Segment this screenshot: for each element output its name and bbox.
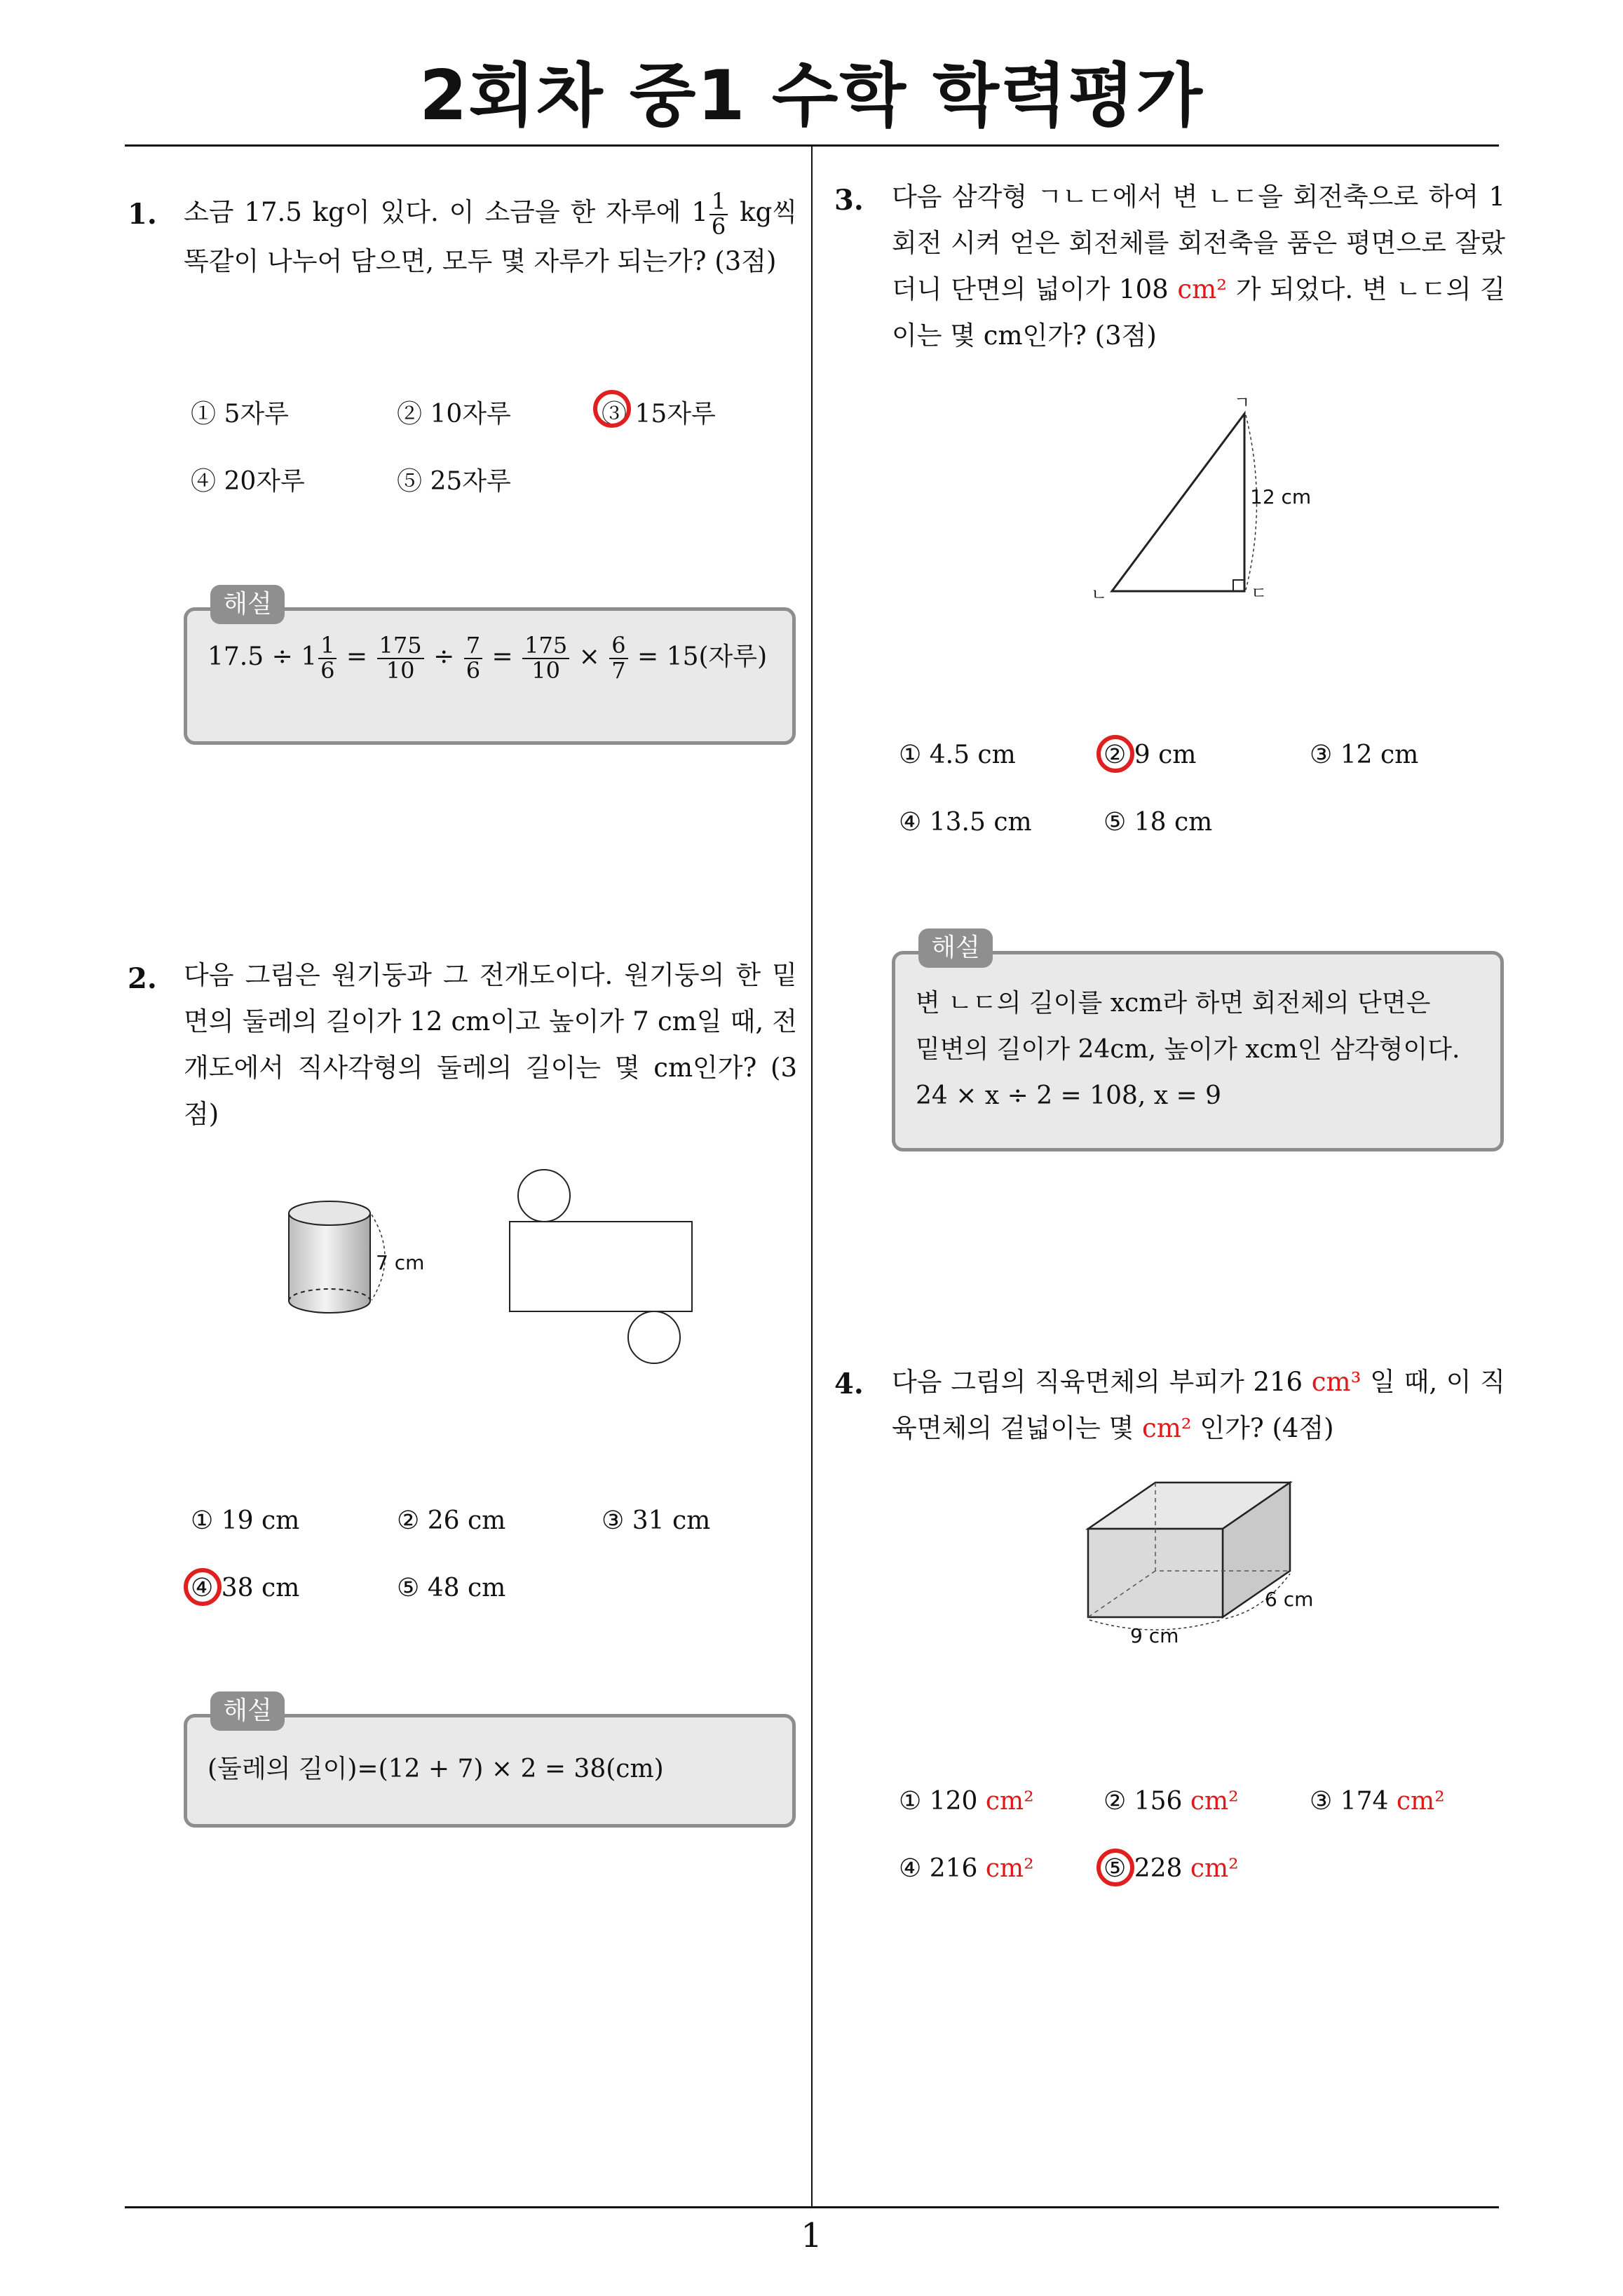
q3-solution: 변 ㄴㄷ의 길이를 xcm라 하면 회전체의 단면은 밑변의 길이가 24cm, 높이가 xcm인 삼각형이다. 24 × x ÷ 2 = 108, x = 9 [916,989,1460,1110]
question-4-number: 4. [834,1368,864,1400]
vertex-label-right: ㄷ [1251,583,1268,603]
cylinder-shape [289,1201,385,1313]
q1-option-3[interactable]: ③ 15자루 [602,400,716,428]
q4-option-4[interactable]: ④ 216 cm² [899,1854,1034,1883]
right-triangle-figure [1080,386,1262,603]
answer-mark [593,390,631,428]
q3-option-1[interactable]: ① 4.5 cm [899,741,1016,769]
cuboid-figure [1080,1473,1304,1655]
vertex-label-top: ㄱ [1234,393,1251,412]
answer-mark [1096,1849,1134,1886]
q1-option-4[interactable]: ④ 20자루 [191,467,305,496]
cylinder-net [510,1170,692,1363]
question-1-number: 1. [128,198,157,231]
height-label: 7 cm [376,1251,425,1274]
q3-option-5[interactable]: ⑤ 18 cm [1103,808,1213,837]
triangle-side-label: 12 cm [1250,485,1312,508]
q2-option-2[interactable]: ② 26 cm [397,1506,506,1535]
footer-rule [125,2206,1499,2208]
q3-option-2[interactable]: ② 9 cm [1103,741,1197,769]
q4-option-5[interactable]: ⑤ 228 cm² [1103,1854,1239,1883]
question-4-text: 다음 그림의 직육면체의 부피가 216 cm³ 일 때, 이 직육면체의 겉넓이는 몇 cm² 인가? (4점) [892,1367,1505,1443]
q4-option-2[interactable]: ② 156 cm² [1103,1787,1239,1816]
q3-option-4[interactable]: ④ 13.5 cm [899,808,1032,837]
q1-option-1[interactable]: ① 5자루 [191,400,289,428]
question-1-text: 소금 17.5 kg이 있다. 이 소금을 한 자루에 1 $\frac{1}{6}$ kg씩 똑같이 나누어 담으면, 모두 몇 자루가 되는가? (3점) [184,187,797,277]
column-divider [811,144,813,2208]
solution-tag: 해설 [210,1691,285,1731]
cuboid-depth-label: 6 cm [1265,1588,1314,1611]
q1-solution: 17.5 ÷ 1 $\frac{1}{6}$ = $\frac{175}{10}$ ÷ $\frac{7}{6}$ = $\frac{175}{10}$ × $\frac{6}{7}$ = 15(자루) [208,632,768,684]
q1-option-2[interactable]: ② 10자루 [397,400,511,428]
fraction: $\frac{1}{6}$ [709,190,728,238]
page-title: 2회차 중1 수학 학력평가 [419,56,1204,136]
q4-option-1[interactable]: ① 120 cm² [899,1787,1034,1816]
question-3-number: 3. [834,184,864,217]
q2-solution: (둘레의 길이)=(12 + 7) × 2 = 38(cm) [208,1755,664,1783]
vertex-label-left: ㄴ [1091,585,1108,605]
q1-option-5[interactable]: ⑤ 25자루 [397,467,511,496]
q3-option-3[interactable]: ③ 12 cm [1310,741,1419,769]
cylinder-net-figure [273,1157,708,1382]
solution-tag: 해설 [210,585,285,624]
answer-mark [1096,735,1134,773]
answer-mark [184,1568,222,1606]
page-number: 1 [801,2216,822,2255]
solution-tag: 해설 [918,928,993,968]
cuboid-width-label: 9 cm [1130,1624,1179,1647]
q4-option-3[interactable]: ③ 174 cm² [1310,1787,1445,1816]
q2-option-1[interactable]: ① 19 cm [191,1506,300,1535]
q2-option-3[interactable]: ③ 31 cm [602,1506,711,1535]
question-3-text: 다음 삼각형 ㄱㄴㄷ에서 변 ㄴㄷ을 회전축으로 하여 1회전 시켜 얻은 회전체를 회전축을 품은 평면으로 잘랐더니 단면의 넓이가 108 cm² 가 되었다. 변 ㄴㄷ의 길이는 몇 cm인가? (3점) [892,182,1505,351]
question-2-number: 2. [128,962,157,995]
q2-option-5[interactable]: ⑤ 48 cm [397,1574,506,1602]
q2-option-4[interactable]: ④ 38 cm [191,1574,300,1602]
question-2-text: 다음 그림은 원기둥과 그 전개도이다. 원기둥의 한 밑면의 둘레의 길이가 12 cm이고 높이가 7 cm일 때, 전개도에서 직사각형의 둘레의 길이는 몇 cm인가? (3점) [184,960,797,1129]
